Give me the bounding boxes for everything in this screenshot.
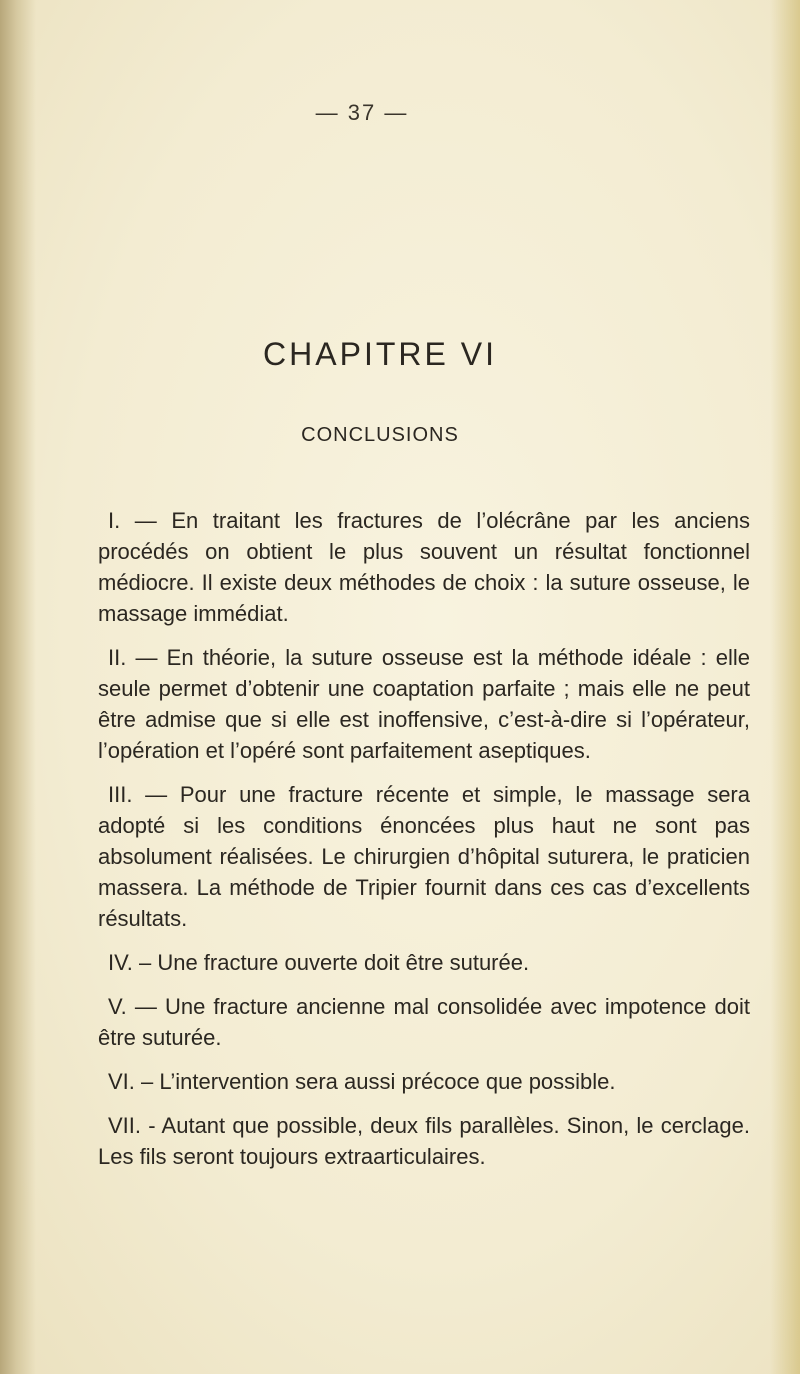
conclusion-paragraph-7: VII. - Autant que possible, deux fils parallèles. Sinon, le cerclage. Les fils seront toujours extraarticulaires. <box>98 1113 750 1169</box>
chapter-title: CHAPITRE VI <box>263 336 497 372</box>
conclusions-body <box>98 505 750 1185</box>
page-left-edge-shadow <box>0 0 36 1374</box>
page-right-edge-stain <box>770 0 800 1374</box>
conclusion-paragraph-5: V. — Une fracture ancienne mal consolidée avec impotence doit être suturée. <box>98 994 750 1050</box>
conclusion-paragraph-4: IV. – Une fracture ouverte doit être suturée. <box>108 950 530 975</box>
section-heading: CONCLUSIONS <box>301 424 459 446</box>
conclusion-paragraph-6: VI. – L’intervention sera aussi précoce que possible. <box>108 1069 616 1094</box>
conclusion-paragraph-3: III. — Pour une fracture récente et simple, le massage sera adopté si les conditions énoncées plus haut ne sont pas absolument réalisées. Le chirurgien d’hôpital suturera, le praticien massera. La méthode de Tripier fournit dans ces cas d’excellents résultats. <box>98 782 750 931</box>
conclusion-paragraph-2: II. — En théorie, la suture osseuse est la méthode idéale : elle seule permet d’obtenir une coaptation parfaite ; mais elle ne peut être admise que si elle est inoffensive, c’est-à-dire si l’opérateur, l’opération et l’opéré sont parfaitement aseptiques. <box>98 645 750 763</box>
conclusion-paragraph-1: I. — En traitant les fractures de l’olécrâne par les anciens procédés on obtient le plus souvent un résultat fonctionnel médiocre. Il existe deux méthodes de choix : la suture osseuse, le massage immédiat. <box>98 508 750 626</box>
page-number: — 37 — <box>315 100 409 125</box>
